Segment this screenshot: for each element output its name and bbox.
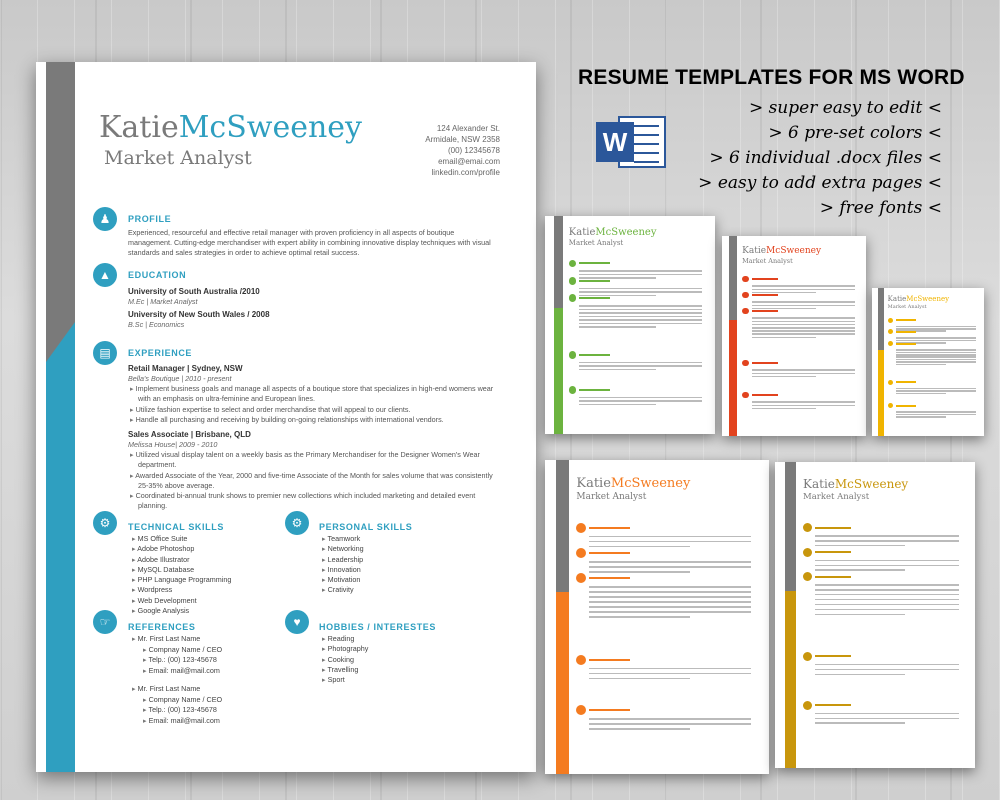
thumbnail-name: KatieMcSweeney	[803, 477, 909, 492]
contact-email: email@emai.com	[438, 157, 500, 166]
experience-list	[128, 363, 500, 511]
word-letter: W	[596, 122, 634, 162]
first-name: Katie	[99, 110, 179, 145]
hobby-item: ▸ Travelling	[322, 665, 368, 675]
job-company: Bella's Boutique | 2010 - present	[128, 374, 232, 383]
thumbnail-section-heading	[589, 659, 629, 661]
thumbnail-text-line	[589, 546, 690, 548]
hobby-item: ▸ Photography	[322, 644, 368, 654]
reference-name: ▸ Mr. First Last Name	[132, 684, 222, 695]
thumbnail-text-line	[579, 305, 701, 307]
thumbnail-text-line	[896, 393, 946, 395]
thumbnail-text-line	[589, 723, 750, 725]
skill-item: ▸ Crativity	[322, 585, 364, 595]
education-list	[128, 286, 488, 330]
thumbnail-section-heading	[579, 354, 610, 356]
thumbnail-section-icon	[576, 523, 586, 533]
thumbnail-text-line	[815, 569, 905, 571]
education-degree: B.Sc | Economics	[128, 320, 185, 330]
thumbnail-text-line	[815, 584, 959, 586]
thumbnail-text-line	[579, 404, 656, 406]
thumbnail-section-heading	[752, 394, 778, 396]
word-icon	[596, 108, 668, 176]
thumbnail-name: KatieMcSweeney	[568, 226, 657, 238]
thumbnail-section-icon	[803, 523, 812, 532]
feature-line: > easy to add extra pages <	[698, 173, 942, 193]
gears-icon: ⚙	[93, 511, 117, 535]
education-school: University of South Australia /2010	[128, 287, 260, 296]
skill-item: ▸ Adobe Illustrator	[132, 555, 231, 565]
contact-phone: (00) 12345678	[447, 146, 500, 155]
thumbnail-text-line	[896, 414, 977, 416]
thumbnail-text-line	[579, 309, 701, 311]
thumbnail-text-line	[589, 541, 750, 543]
thumbnail-text-line	[589, 728, 690, 730]
hobby-item: ▸ Cooking	[322, 655, 368, 665]
thumbnail-text-line	[815, 722, 905, 724]
thumbnail-section-heading	[896, 381, 916, 383]
thumbnail-text-line	[579, 291, 701, 293]
thumbnail-section-icon	[576, 548, 586, 558]
skill-item: ▸ Adobe Photoshop	[132, 544, 231, 554]
thumbnail-text-line	[896, 356, 977, 358]
thumbnail-text-line	[896, 349, 977, 351]
thumbnail-section-heading	[815, 704, 851, 706]
thumbnail-text-line	[579, 362, 701, 364]
thumbnail-section-heading	[589, 577, 629, 579]
thumbnail-text-line	[752, 308, 817, 310]
thumbnail-section-heading	[815, 551, 851, 553]
thumbnail-text-line	[752, 324, 856, 326]
person-icon: ♟	[93, 207, 117, 231]
thumbnail-section-heading	[752, 310, 778, 312]
education-degree: M.Ec | Market Analyst	[128, 297, 198, 306]
skill-item: ▸ MySQL Database	[132, 565, 231, 575]
job-bullet: ▸ Utilized visual display talent on a weekly basis as the Primary Merchandiser for the Designer Women's Wear department.	[128, 450, 500, 470]
thumbnail-section-heading	[579, 389, 610, 391]
thumbnail-text-line	[815, 589, 959, 591]
thumbnail-text-line	[589, 596, 750, 598]
resume-job-title: Market Analyst	[104, 147, 252, 169]
thumbnail-section-heading	[752, 294, 778, 296]
resume-name	[99, 110, 362, 145]
thumbnail-section-heading	[589, 527, 629, 529]
thumbnail-text-line	[589, 616, 690, 618]
thumbnail-text-line	[752, 333, 856, 335]
template-thumbnail-green	[545, 216, 715, 434]
thumbnail-section-heading	[579, 280, 610, 282]
thumbnail-text-line	[579, 295, 656, 297]
thumbnail-text-line	[815, 609, 959, 611]
thumbnail-section-heading	[815, 576, 851, 578]
thumbnail-text-line	[579, 274, 701, 276]
thumbnail-text-line	[896, 337, 977, 339]
thumbnail-text-line	[579, 326, 656, 328]
thumbnail-side-accent	[729, 320, 737, 436]
hobbies-title: HOBBIES / INTERESTES	[319, 622, 437, 632]
thumbnail-section-icon	[803, 652, 812, 661]
skill-item: ▸ Innovation	[322, 565, 364, 575]
thumbnail-text-line	[815, 614, 905, 616]
contact-street: 124 Alexander St.	[436, 124, 500, 133]
thumbnail-text-line	[752, 376, 817, 378]
thumbnail-text-line	[589, 586, 750, 588]
thumbnail-text-line	[579, 319, 701, 321]
skill-item: ▸ PHP Language Programming	[132, 575, 231, 585]
thumbnail-text-line	[579, 316, 701, 318]
thumbnail-text-line	[752, 405, 856, 407]
thumbnail-text-line	[896, 359, 977, 361]
skill-item: ▸ Google Analysis	[132, 606, 231, 616]
technical-skills-list	[132, 534, 231, 616]
thumbnail-text-line	[589, 591, 750, 593]
thumbnail-text-line	[896, 326, 977, 328]
thumbnail-text-line	[896, 416, 946, 418]
references-title: REFERENCES	[128, 622, 196, 632]
job-company: Melissa House| 2009 - 2010	[128, 440, 218, 450]
thumbnail-text-line	[896, 354, 977, 356]
thumbnail-text-line	[815, 540, 959, 542]
references-list	[132, 634, 222, 726]
skill-item: ▸ Teamwork	[322, 534, 364, 544]
thumbnail-text-line	[589, 606, 750, 608]
thumbnail-section-heading	[896, 405, 916, 407]
education-school: University of New South Wales / 2008	[128, 310, 270, 320]
thumbnail-text-line	[752, 337, 817, 339]
thumbnail-text-line	[815, 664, 959, 666]
job-bullets	[128, 384, 500, 425]
heart-icon: ♥	[285, 610, 309, 634]
thumbnail-section-icon	[576, 573, 586, 583]
thumbnail-text-line	[752, 305, 856, 307]
thumbnail-name: KatieMcSweeney	[742, 246, 822, 256]
thumbnail-text-line	[815, 669, 959, 671]
thumbnail-text-line	[589, 678, 690, 680]
thumbnail-text-line	[579, 288, 701, 290]
thumbnail-section-icon	[803, 548, 812, 557]
thumbnail-section-heading	[579, 297, 610, 299]
thumbnail-text-line	[579, 365, 701, 367]
thumbnail-side-accent	[785, 591, 796, 768]
thumbnail-section-icon	[888, 318, 893, 323]
profile-text: Experienced, resourceful and effective retail manager with proven proficiency in all aspects of boutique management. Cutting-edge merchandiser with expert ability in combining innovative display techniques with visual standards and sales strategies in order to achieve optimal retail success.	[128, 228, 491, 258]
thumbnail-side-accent	[556, 592, 568, 774]
feature-line: > free fonts <	[819, 198, 942, 218]
thumbnail-section-icon	[576, 655, 586, 665]
skill-item: ▸ Networking	[322, 544, 364, 554]
thumbnail-section-heading	[896, 319, 916, 321]
thumbnail-section-icon	[569, 386, 577, 394]
thumbnail-text-line	[815, 713, 959, 715]
thumbnail-text-line	[579, 323, 701, 325]
thumbnail-text-line	[752, 317, 856, 319]
template-thumbnail-orange	[545, 460, 769, 774]
feature-line: > super easy to edit <	[748, 98, 942, 118]
thumbnail-section-icon	[742, 276, 748, 282]
job-bullets	[128, 450, 500, 511]
contact-linkedin: linkedin.com/profile	[431, 168, 500, 177]
template-thumbnail-red	[722, 236, 866, 436]
skill-item: ▸ MS Office Suite	[132, 534, 231, 544]
skill-item: ▸ Motivation	[322, 575, 364, 585]
thumbnail-text-line	[752, 321, 856, 323]
contact-block	[425, 123, 500, 178]
thumbnail-text-line	[815, 604, 959, 606]
last-name: McSweeney	[178, 110, 362, 145]
job-role: Retail Manager | Sydney, NSW	[128, 364, 243, 373]
thumbnail-text-line	[589, 673, 750, 675]
thumbnail-text-line	[579, 270, 701, 272]
personal-skills-list	[322, 534, 364, 596]
template-thumbnail-gold	[775, 462, 975, 768]
thumbnail-section-icon	[576, 705, 586, 715]
thumbnail-text-line	[589, 601, 750, 603]
headline: RESUME TEMPLATES FOR MS WORD	[578, 66, 965, 89]
thumbnail-section-icon	[888, 380, 893, 385]
thumbnail-text-line	[896, 390, 977, 392]
thumbnail-section-icon	[888, 329, 893, 334]
job-bullet: ▸ Coordinated bi-annual trunk shows to premier new collections which included marketing and detailed event planning.	[128, 491, 500, 511]
thumbnail-text-line	[896, 361, 977, 363]
thumbnail-text-line	[589, 668, 750, 670]
thumbnail-side-accent	[878, 350, 884, 436]
main-resume-page	[36, 62, 536, 772]
thumbnail-section-heading	[752, 362, 778, 364]
reference-phone: ▸ Telp.: (00) 123-45678	[132, 655, 222, 666]
thumbnail-text-line	[815, 594, 959, 596]
thumbnail-section-icon	[803, 701, 812, 710]
thumbnail-section-heading	[815, 527, 851, 529]
thumbnail-section-icon	[569, 294, 577, 302]
thumbnail-text-line	[752, 301, 856, 303]
thumbnail-text-line	[815, 599, 959, 601]
thumbnail-text-line	[752, 285, 856, 287]
reference-company: ▸ Compnay Name / CEO	[132, 645, 222, 656]
thumbnail-section-icon	[803, 572, 812, 581]
thumbnail-text-line	[752, 289, 856, 291]
reference-email: ▸ Email: mail@mail.com	[132, 666, 222, 677]
thumbnail-text-line	[896, 411, 977, 413]
thumbnail-job-title: Market Analyst	[568, 239, 624, 248]
side-band-accent	[46, 362, 75, 772]
thumbnail-text-line	[896, 352, 977, 354]
reference-email: ▸ Email: mail@mail.com	[132, 716, 222, 727]
thumbnail-name: KatieMcSweeney	[576, 475, 691, 491]
job-bullet: ▸ Awarded Associate of the Year, 2000 and five-time Associate of the Month for sales volume that was consistently 25-35% above average.	[128, 471, 500, 491]
thumbnail-text-line	[589, 718, 750, 720]
thumbnail-text-line	[579, 397, 701, 399]
thumbnail-section-icon	[888, 403, 893, 408]
profile-title: PROFILE	[128, 214, 172, 224]
thumbnail-text-line	[589, 566, 750, 568]
job-role: Sales Associate | Brisbane, QLD	[128, 430, 251, 440]
technical-skills-title: TECHNICAL SKILLS	[128, 522, 224, 532]
thumbnail-job-title: Market Analyst	[803, 492, 870, 503]
feature-line: > 6 pre-set colors <	[768, 123, 942, 143]
thumbnail-text-line	[896, 388, 977, 390]
job-bullet: ▸ Implement business goals and manage all aspects of a boutique store that specializes in high-end womens wear with an emphasis on ultra-feminine and European lines.	[128, 384, 500, 404]
thumbnail-side-accent	[554, 308, 563, 434]
contact-city: Armidale, NSW 2358	[425, 135, 500, 144]
skill-item: ▸ Web Development	[132, 596, 231, 606]
thumbnail-text-line	[815, 565, 959, 567]
thumbnail-text-line	[752, 408, 817, 410]
thumbnail-text-line	[579, 400, 701, 402]
gears-icon: ⚙	[285, 511, 309, 535]
thumbnail-text-line	[815, 535, 959, 537]
thumbnail-section-icon	[742, 392, 748, 398]
thumbnail-section-heading	[896, 331, 916, 333]
thumbnail-section-icon	[569, 277, 577, 285]
thumbnail-text-line	[752, 373, 856, 375]
hobbies-list	[322, 634, 368, 685]
thumbnail-section-heading	[752, 278, 778, 280]
thumbnail-section-icon	[742, 360, 748, 366]
graduation-cap-icon: ▲	[93, 263, 117, 287]
thumbnail-text-line	[752, 330, 856, 332]
thumbnail-text-line	[589, 536, 750, 538]
thumbnail-section-icon	[742, 308, 748, 314]
skill-item: ▸ Wordpress	[132, 585, 231, 595]
thumbnail-text-line	[896, 328, 977, 330]
thumbnail-text-line	[815, 560, 959, 562]
thumbnail-job-title: Market Analyst	[742, 257, 793, 266]
feature-line: > 6 individual .docx files <	[709, 148, 942, 168]
thumbnail-section-heading	[589, 552, 629, 554]
thumbnail-name: KatieMcSweeney	[887, 295, 950, 304]
thumbnail-text-line	[752, 292, 817, 294]
education-title: EDUCATION	[128, 270, 187, 280]
chart-icon: ▤	[93, 341, 117, 365]
hobby-item: ▸ Reading	[322, 634, 368, 644]
thumbnail-text-line	[752, 327, 856, 329]
thumbnail-text-line	[579, 369, 656, 371]
thumbnail-text-line	[896, 340, 977, 342]
thumbnail-section-heading	[589, 709, 629, 711]
handshake-icon: ☞	[93, 610, 117, 634]
job-bullet: ▸ Handle all purchasing and receiving by building on-going relationships with international vendors.	[128, 415, 500, 425]
reference-phone: ▸ Telp.: (00) 123-45678	[132, 705, 222, 716]
thumbnail-text-line	[579, 277, 656, 279]
thumbnail-text-line	[589, 611, 750, 613]
experience-title: EXPERIENCE	[128, 348, 193, 358]
reference-company: ▸ Compnay Name / CEO	[132, 695, 222, 706]
thumbnail-section-icon	[569, 260, 577, 268]
skill-item: ▸ Leadership	[322, 555, 364, 565]
thumbnail-section-icon	[742, 292, 748, 298]
thumbnail-text-line	[752, 401, 856, 403]
thumbnail-section-icon	[888, 341, 893, 346]
personal-skills-title: PERSONAL SKILLS	[319, 522, 413, 532]
thumbnail-text-line	[752, 369, 856, 371]
thumbnail-text-line	[815, 545, 905, 547]
template-thumbnail-yellow	[872, 288, 984, 436]
thumbnail-section-heading	[815, 655, 851, 657]
thumbnail-text-line	[896, 364, 946, 366]
thumbnail-text-line	[589, 571, 690, 573]
job-bullet: ▸ Utilize fashion expertise to select and order merchandise that will appeal to our clients.	[128, 405, 500, 415]
thumbnail-section-heading	[579, 262, 610, 264]
thumbnail-job-title: Market Analyst	[576, 491, 647, 502]
hobby-item: ▸ Sport	[322, 675, 368, 685]
thumbnail-text-line	[589, 561, 750, 563]
thumbnail-section-heading	[896, 343, 916, 345]
thumbnail-text-line	[579, 312, 701, 314]
thumbnail-job-title: Market Analyst	[887, 304, 927, 311]
thumbnail-text-line	[815, 718, 959, 720]
thumbnail-text-line	[815, 674, 905, 676]
thumbnail-section-icon	[569, 351, 577, 359]
reference-name: ▸ Mr. First Last Name	[132, 634, 222, 645]
